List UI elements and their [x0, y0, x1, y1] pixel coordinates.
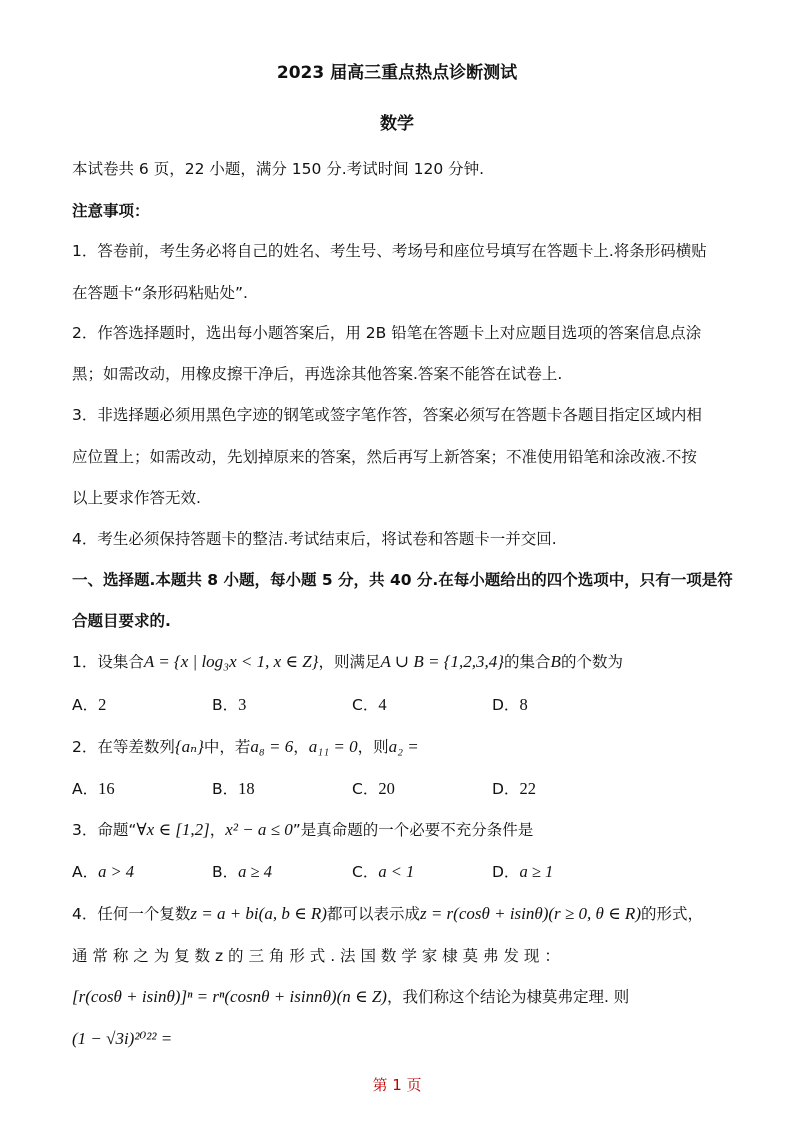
question-4-mid: 都可以表示成 [326, 905, 420, 923]
question-2-sequence: {aₙ} [174, 737, 204, 756]
question-4-expression: (1 − √3i)²⁰²² = [72, 1029, 173, 1048]
question-1-end: 的个数为 [560, 653, 623, 671]
question-4-stem-line-2: 通 常 称 之 为 复 数 z 的 三 角 形 式 . 法 国 数 学 家 棣 莫 弗 发 现 ： [72, 947, 560, 965]
question-4-trig-form: z = r(cosθ + isinθ)(r ≥ 0, θ ∈ R) [419, 904, 641, 923]
question-2-mid: 中，若 [203, 738, 251, 756]
question-1-number: 1．设集合 [72, 653, 144, 671]
question-1-tail: 的集合 [504, 653, 551, 671]
question-2-stem [72, 736, 724, 758]
question-1-choice-a: A．2 [72, 695, 107, 714]
section-1-heading-line-1: 一、选择题.本题共 8 小题，每小题 5 分，共 40 分.在每小题给出的四个选项中，只有一项是符 [72, 571, 733, 589]
question-4-stem-line-1 [72, 903, 724, 925]
subject-title: 数学 [380, 114, 414, 134]
question-3-choice-c: C．a < 1 [352, 862, 415, 881]
question-1-choice-b: B．3 [212, 695, 247, 714]
question-4-line-3-tail: ，我们称这个结论为棣莫弗定理. 则 [386, 988, 630, 1006]
question-3-quantifier: ∀x ∈ [1,2] [136, 820, 210, 839]
question-1-set-a: A = {x | log₃x < 1, x ∈ Z} [143, 652, 319, 671]
question-2-tail: ，则 [357, 738, 389, 756]
notice-item-4: 4．考生必须保持答题卡的整洁.考试结束后，将试卷和答题卡一并交回. [72, 530, 557, 548]
question-1-stem [72, 651, 724, 673]
question-4-number: 4．任何一个复数 [72, 905, 191, 923]
question-4-stem-line-3 [72, 986, 724, 1008]
question-1-union: A ∪ B = {1,2,3,4} [380, 652, 505, 671]
question-4-de-moivre-formula: [r(cosθ + isinθ)]ⁿ = rⁿ(cosnθ + isinnθ)(n ∈ Z) [72, 987, 387, 1006]
question-3-choice-b: B．a ≥ 4 [212, 862, 272, 881]
notice-item-2-line-2: 黑；如需改动，用橡皮擦干净后，再选涂其他答案.答案不能答在试卷上. [72, 365, 563, 383]
intro-text: 本试卷共 6 页，22 小题，满分 150 分.考试时间 120 分钟. [72, 160, 485, 178]
question-3-stem [72, 819, 724, 841]
question-3-number: 3．命题“ [72, 821, 137, 839]
section-1-heading-line-2: 合题目要求的. [72, 612, 171, 630]
question-4-complex: z = a + bi(a, b ∈ R) [190, 904, 327, 923]
question-4-ask [72, 1028, 724, 1050]
notice-item-2-line-1: 2．作答选择题时，选出每小题答案后，用 2B 铅笔在答题卡上对应题目选项的答案信息点涂 [72, 324, 702, 342]
notice-item-3-line-2: 应位置上；如需改动，先划掉原来的答案，然后再写上新答案；不准使用铅笔和涂改液.不按 [72, 448, 697, 466]
question-2-choice-b: B．18 [212, 779, 255, 798]
question-3-separator: ， [209, 821, 226, 839]
question-3-choice-d: D．a ≥ 1 [492, 862, 554, 881]
page-number: 第 1 页 [372, 1076, 422, 1094]
question-2-ask: a₂ = [388, 737, 419, 756]
question-2-choice-d: D．22 [492, 779, 536, 798]
question-3-inequality: x² − a ≤ 0 [225, 820, 293, 839]
question-1-choice-c: C．4 [352, 695, 387, 714]
question-4-tail: 的形式， [640, 905, 703, 923]
question-1-mid: ，则满足 [318, 653, 381, 671]
question-1-set-b: B [550, 652, 561, 671]
question-2-number: 2．在等差数列 [72, 738, 175, 756]
exam-title: 2023 届高三重点热点诊断测试 [276, 63, 518, 83]
notice-item-1-line-1: 1．答卷前，考生务必将自己的姓名、考生号、考场号和座位号填写在答题卡上.将条形码横贴 [72, 242, 707, 260]
question-1-choice-d: D．8 [492, 695, 528, 714]
question-3-tail: ”是真命题的一个必要不充分条件是 [292, 821, 534, 839]
question-3-choice-a: A．a > 4 [72, 862, 134, 881]
question-2-condition-2: a₁₁ = 0 [308, 737, 358, 756]
notice-item-3-line-3: 以上要求作答无效. [72, 489, 201, 507]
question-2-choice-a: A．16 [72, 779, 115, 798]
question-2-condition-1: a₈ = 6 [250, 737, 294, 756]
question-2-separator: ， [293, 738, 309, 756]
notice-item-1-line-2: 在答题卡“条形码粘贴处”. [72, 284, 248, 302]
notice-heading: 注意事项： [72, 202, 150, 220]
question-2-choice-c: C．20 [352, 779, 395, 798]
notice-item-3-line-1: 3．非选择题必须用黑色字迹的钢笔或签字笔作答，答案必须写在答题卡各题目指定区域内相 [72, 406, 702, 424]
